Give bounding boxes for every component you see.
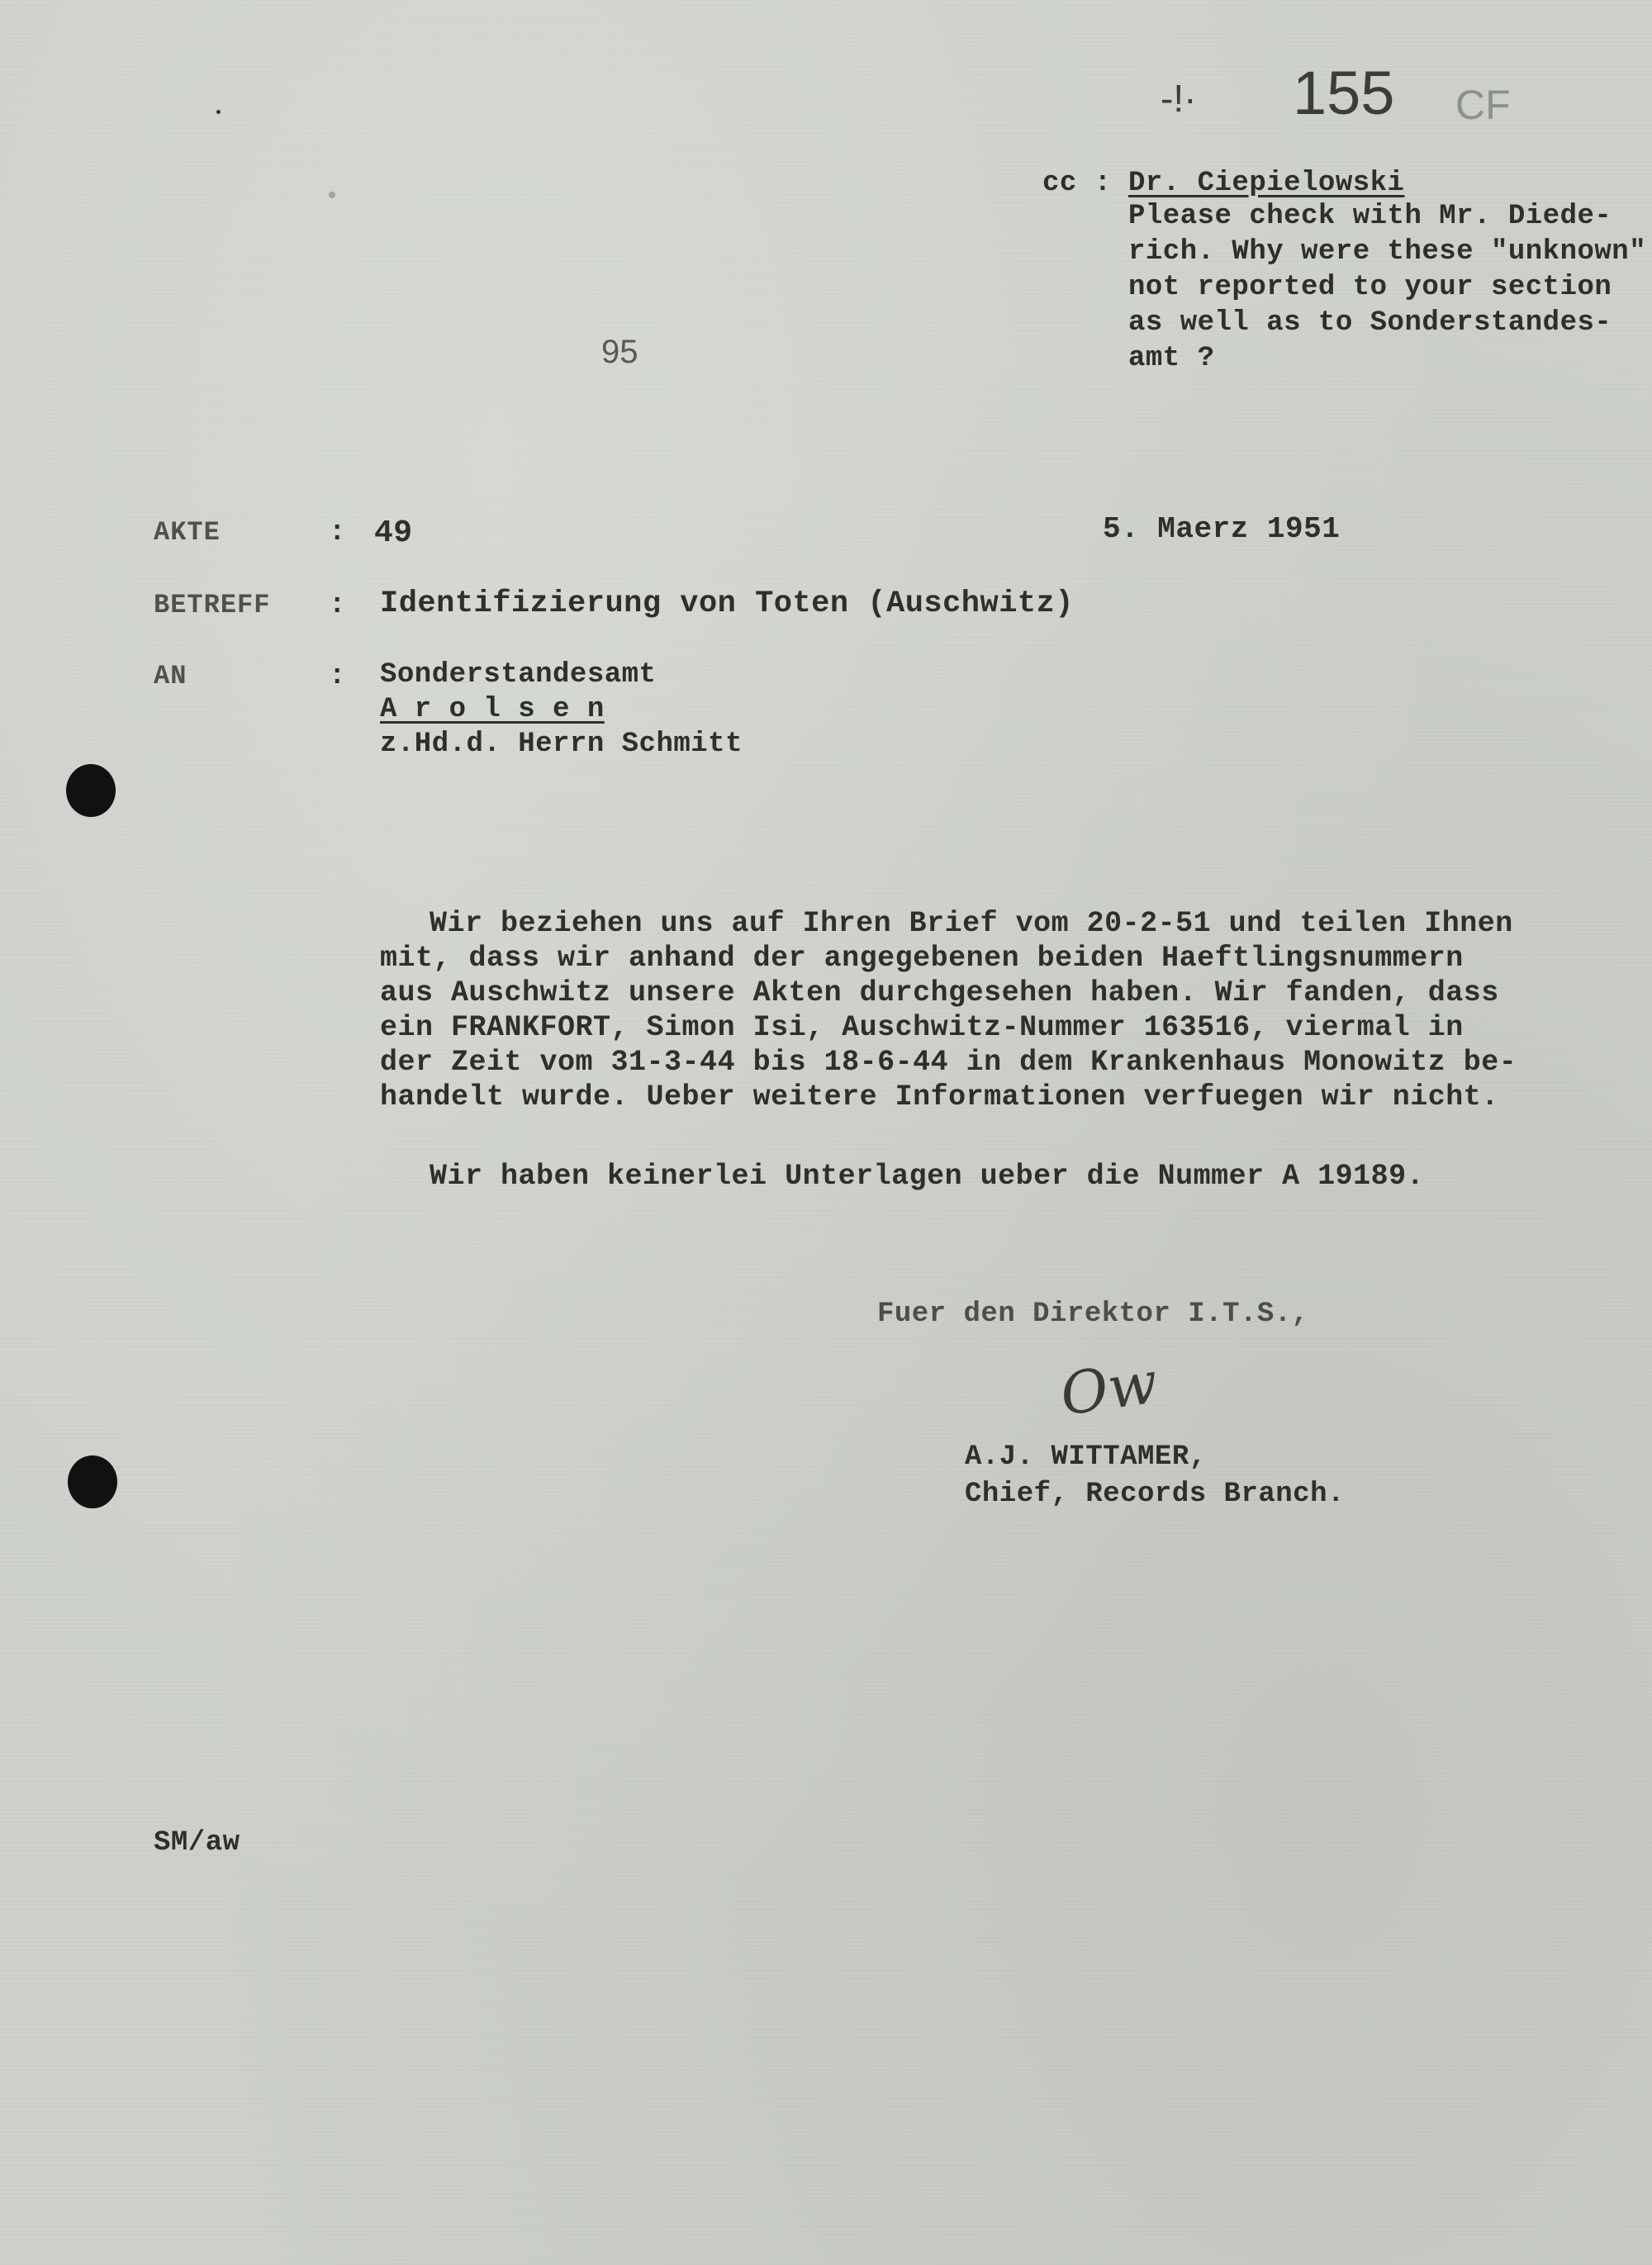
recipient-attention: z.Hd.d. Herrn Schmitt — [380, 729, 743, 760]
pencil-dash-mark: -!· — [1161, 77, 1197, 120]
akte-separator: : — [329, 517, 346, 548]
punch-hole — [68, 1455, 117, 1508]
pencil-annotation: CF — [1455, 82, 1511, 128]
body-line: handelt wurde. Ueber weitere Informationen verfuegen wir nicht. — [380, 1080, 1499, 1114]
reference-initials: SM/aw — [154, 1827, 240, 1859]
body-line: der Zeit vom 31-3-44 bis 18-6-44 in dem Krankenhaus Monowitz be- — [380, 1046, 1517, 1079]
speck — [329, 192, 335, 198]
handwritten-initials: Ow — [1056, 1348, 1162, 1429]
cc-note-line: as well as to Sonderstandes- — [1128, 307, 1612, 339]
body-line: mit, dass wir anhand der angegebenen beiden Haeftlingsnummern — [380, 942, 1464, 975]
betreff-label: BETREFF — [154, 590, 271, 620]
body-paragraph-2: Wir haben keinerlei Unterlagen ueber die Nummer A 19189. — [430, 1160, 1425, 1193]
cc-note-line: amt ? — [1128, 343, 1215, 374]
cc-note-line: not reported to your section — [1128, 272, 1612, 303]
akte-label: AKTE — [154, 517, 221, 548]
side-number: 95 — [601, 334, 638, 370]
letter-date: 5. Maerz 1951 — [1103, 512, 1341, 546]
body-line: ein FRANKFORT, Simon Isi, Auschwitz-Nummer 163516, viermal in — [380, 1011, 1464, 1044]
punch-hole — [66, 764, 116, 817]
akte-value: 49 — [374, 515, 413, 551]
signatory-title: Chief, Records Branch. — [965, 1479, 1345, 1510]
page-number: 155 — [1293, 59, 1395, 127]
betreff-separator: : — [329, 590, 346, 621]
signatory-name: A.J. WITTAMER, — [965, 1441, 1207, 1473]
cc-recipient: Dr. Ciepielowski — [1128, 168, 1405, 199]
body-line: aus Auschwitz unsere Akten durchgesehen haben. Wir fanden, dass — [380, 976, 1499, 1009]
recipient-city: A r o l s e n — [380, 694, 605, 725]
cc-prefix: cc : — [1042, 168, 1112, 199]
cc-note-line: rich. Why were these "unknown" — [1128, 236, 1647, 268]
speck — [216, 110, 221, 114]
body-line: Wir beziehen uns auf Ihren Brief vom 20-2-51 und teilen Ihnen — [430, 907, 1513, 940]
signature-closing: Fuer den Direktor I.T.S., — [877, 1299, 1309, 1330]
cc-note-line: Please check with Mr. Diede- — [1128, 201, 1612, 232]
recipient-office: Sonderstandesamt — [380, 659, 657, 691]
an-label: AN — [154, 661, 188, 691]
betreff-value: Identifizierung von Toten (Auschwitz) — [380, 586, 1075, 621]
an-separator: : — [329, 661, 346, 692]
